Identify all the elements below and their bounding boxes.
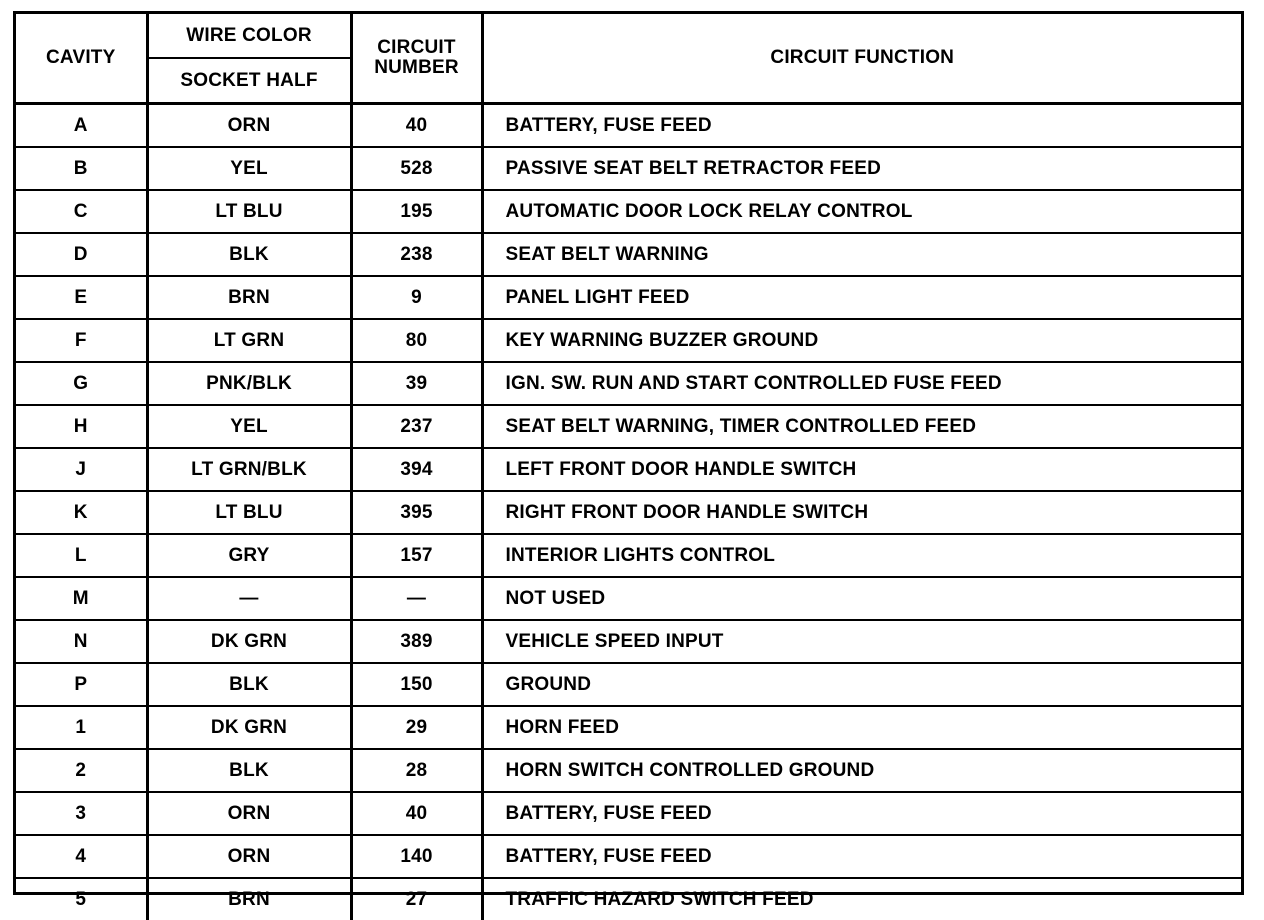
wire-color-cell: BLK — [147, 663, 351, 706]
circuit-number-cell: 195 — [351, 190, 482, 233]
circuit-number-cell: 28 — [351, 749, 482, 792]
cavity-cell: B — [16, 147, 147, 190]
table-row — [16, 362, 1241, 405]
circuit-function-cell: NOT USED — [482, 577, 1241, 620]
circuit-function-cell: SEAT BELT WARNING — [482, 233, 1241, 276]
circuit-number-cell: 528 — [351, 147, 482, 190]
circuit-number-cell: 157 — [351, 534, 482, 577]
circuit-number-cell: 238 — [351, 233, 482, 276]
wire-color-cell: LT BLU — [147, 190, 351, 233]
header-circuit-number — [351, 14, 482, 104]
table-row — [16, 792, 1241, 835]
cavity-cell: D — [16, 233, 147, 276]
wire-color-cell: DK GRN — [147, 706, 351, 749]
table-row — [16, 577, 1241, 620]
wire-color-cell: PNK/BLK — [147, 362, 351, 405]
wire-color-cell: BRN — [147, 276, 351, 319]
wire-color-cell: DK GRN — [147, 620, 351, 663]
table-row — [16, 190, 1241, 233]
circuit-number-cell: 27 — [351, 878, 482, 920]
circuit-function-cell: PASSIVE SEAT BELT RETRACTOR FEED — [482, 147, 1241, 190]
circuit-function-cell: KEY WARNING BUZZER GROUND — [482, 319, 1241, 362]
table-row — [16, 319, 1241, 362]
table-row — [16, 706, 1241, 749]
header-wire-color: WIRE COLOR — [147, 14, 351, 58]
cavity-cell: C — [16, 190, 147, 233]
cavity-cell: 1 — [16, 706, 147, 749]
table-row — [16, 405, 1241, 448]
wire-color-cell: LT GRN — [147, 319, 351, 362]
wire-color-cell: BRN — [147, 878, 351, 920]
table-row — [16, 663, 1241, 706]
table-row — [16, 448, 1241, 491]
circuit-function-cell: IGN. SW. RUN AND START CONTROLLED FUSE FEED — [482, 362, 1241, 405]
cavity-cell: N — [16, 620, 147, 663]
wire-color-cell: YEL — [147, 147, 351, 190]
table-row — [16, 233, 1241, 276]
cavity-cell: 2 — [16, 749, 147, 792]
cavity-cell: H — [16, 405, 147, 448]
cavity-cell: M — [16, 577, 147, 620]
header-circuit-function: CIRCUIT FUNCTION — [482, 14, 1241, 104]
cavity-cell: 3 — [16, 792, 147, 835]
circuit-number-cell: 39 — [351, 362, 482, 405]
cavity-cell: K — [16, 491, 147, 534]
header-socket-half: SOCKET HALF — [147, 58, 351, 104]
circuit-number-cell: — — [351, 577, 482, 620]
circuit-number-cell: 140 — [351, 835, 482, 878]
wire-color-cell: YEL — [147, 405, 351, 448]
cavity-cell: J — [16, 448, 147, 491]
wire-color-cell: ORN — [147, 792, 351, 835]
table-row — [16, 491, 1241, 534]
circuit-function-cell: RIGHT FRONT DOOR HANDLE SWITCH — [482, 491, 1241, 534]
circuit-function-cell: BATTERY, FUSE FEED — [482, 792, 1241, 835]
circuit-function-cell: BATTERY, FUSE FEED — [482, 104, 1241, 148]
table-row — [16, 276, 1241, 319]
table-row — [16, 620, 1241, 663]
cavity-cell: L — [16, 534, 147, 577]
table-row — [16, 534, 1241, 577]
circuit-function-cell: INTERIOR LIGHTS CONTROL — [482, 534, 1241, 577]
wire-color-cell: GRY — [147, 534, 351, 577]
table-row — [16, 104, 1241, 148]
cavity-cell: 4 — [16, 835, 147, 878]
wire-color-cell: ORN — [147, 104, 351, 148]
connector-cavity-table — [16, 14, 1241, 920]
header-circuit-number-line2: NUMBER — [374, 57, 459, 78]
cavity-cell: A — [16, 104, 147, 148]
circuit-function-cell: LEFT FRONT DOOR HANDLE SWITCH — [482, 448, 1241, 491]
cavity-cell: P — [16, 663, 147, 706]
circuit-function-cell: SEAT BELT WARNING, TIMER CONTROLLED FEED — [482, 405, 1241, 448]
circuit-number-cell: 80 — [351, 319, 482, 362]
circuit-number-cell: 395 — [351, 491, 482, 534]
circuit-function-cell: AUTOMATIC DOOR LOCK RELAY CONTROL — [482, 190, 1241, 233]
table-row — [16, 147, 1241, 190]
circuit-number-cell: 40 — [351, 104, 482, 148]
header-circuit-number-line1: CIRCUIT — [377, 37, 455, 58]
cavity-cell: E — [16, 276, 147, 319]
circuit-function-cell: PANEL LIGHT FEED — [482, 276, 1241, 319]
circuit-function-cell: TRAFFIC HAZARD SWITCH FEED — [482, 878, 1241, 920]
table-body — [16, 104, 1241, 920]
circuit-function-cell: BATTERY, FUSE FEED — [482, 835, 1241, 878]
circuit-number-cell: 394 — [351, 448, 482, 491]
circuit-number-cell: 150 — [351, 663, 482, 706]
table-row — [16, 749, 1241, 792]
wire-color-cell: LT BLU — [147, 491, 351, 534]
wire-color-cell: BLK — [147, 749, 351, 792]
circuit-number-cell: 389 — [351, 620, 482, 663]
header-cavity: CAVITY — [16, 14, 147, 104]
circuit-number-cell: 29 — [351, 706, 482, 749]
circuit-function-cell: HORN SWITCH CONTROLLED GROUND — [482, 749, 1241, 792]
wire-color-cell: LT GRN/BLK — [147, 448, 351, 491]
circuit-function-cell: VEHICLE SPEED INPUT — [482, 620, 1241, 663]
circuit-number-cell: 9 — [351, 276, 482, 319]
circuit-function-cell: HORN FEED — [482, 706, 1241, 749]
cavity-cell: 5 — [16, 878, 147, 920]
circuit-number-cell: 237 — [351, 405, 482, 448]
wire-color-cell: BLK — [147, 233, 351, 276]
cavity-cell: G — [16, 362, 147, 405]
connector-table-frame — [13, 11, 1244, 895]
cavity-cell: F — [16, 319, 147, 362]
circuit-function-cell: GROUND — [482, 663, 1241, 706]
wire-color-cell: ORN — [147, 835, 351, 878]
table-row — [16, 878, 1241, 920]
table-row — [16, 835, 1241, 878]
circuit-number-cell: 40 — [351, 792, 482, 835]
wire-color-cell: — — [147, 577, 351, 620]
